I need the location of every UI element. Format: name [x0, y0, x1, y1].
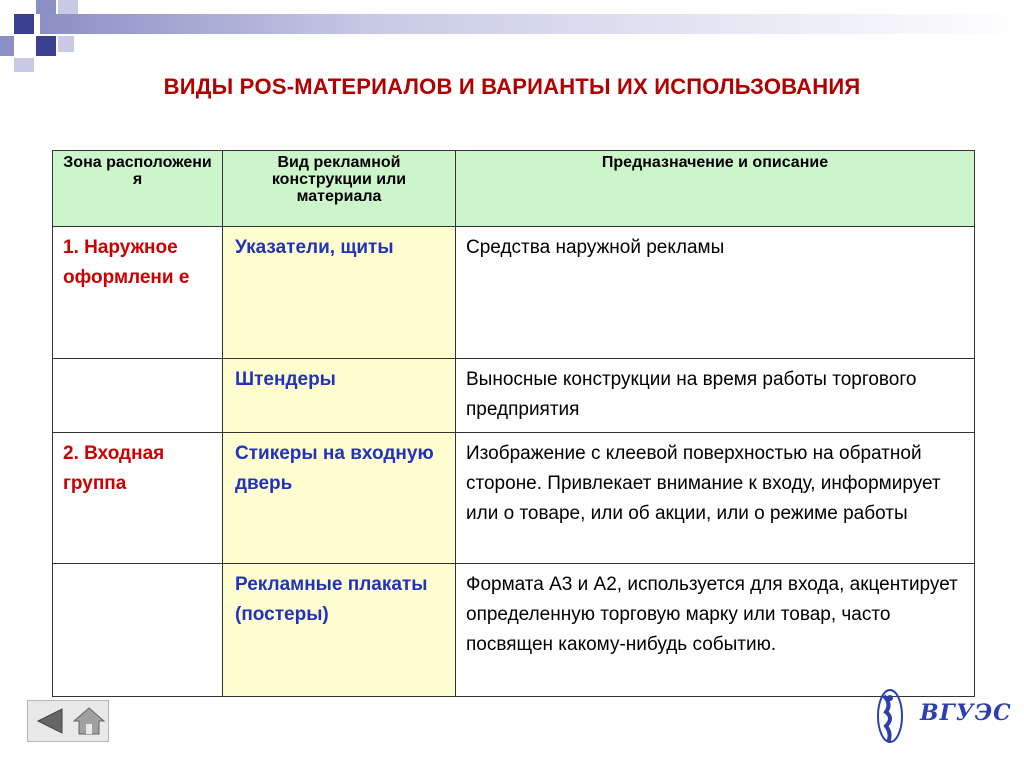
triangle-left-icon[interactable]	[32, 706, 66, 736]
corner-square	[14, 14, 34, 34]
table-header-row	[53, 151, 975, 227]
kind-cell: Рекламные плакаты (постеры)	[223, 564, 456, 697]
zone-cell	[53, 359, 223, 433]
kind-cell: Стикеры на входную дверь	[223, 433, 456, 564]
slide-title: ВИДЫ POS-МАТЕРИАЛОВ И ВАРИАНТЫ ИХ ИСПОЛЬЗОВАНИЯ	[163, 74, 861, 99]
table-row	[53, 359, 975, 433]
zone-cell: 2. Входная группа	[53, 433, 223, 564]
kind-cell: Указатели, щиты	[223, 227, 456, 359]
description-cell: Изображение с клеевой поверхностью на обратной стороне. Привлекает внимание к входу, информирует или о товаре, или об акции, или о режиме работы	[456, 433, 975, 564]
pos-materials-table	[52, 150, 975, 697]
house-icon[interactable]	[72, 706, 106, 736]
table-row	[53, 433, 975, 564]
header-kind: Вид рекламной конструкции или материала	[223, 151, 456, 227]
corner-square	[14, 58, 34, 72]
zone-cell	[53, 564, 223, 697]
logo-text: ВГУЭС	[920, 700, 1012, 726]
table-row	[53, 564, 975, 697]
header-zone: Зона расположени я	[53, 151, 223, 227]
corner-square	[0, 36, 14, 56]
header-description: Предназначение и описание	[456, 151, 975, 227]
table-row	[53, 227, 975, 359]
description-cell: Формата А3 и А2, используется для входа, акцентирует определенную торговую марку или товар, часто посвящен какому-нибудь событию.	[456, 564, 975, 697]
corner-square	[36, 0, 56, 14]
zone-cell: 1. Наружное оформлени е	[53, 227, 223, 359]
corner-square	[58, 0, 78, 14]
description-cell: Выносные конструкции на время работы торгового предприятия	[456, 359, 975, 433]
corner-square	[58, 36, 74, 52]
kind-cell: Штендеры	[223, 359, 456, 433]
header-stripe	[40, 14, 1024, 34]
corner-square	[36, 36, 56, 56]
navigation-bar	[27, 700, 109, 742]
description-cell: Средства наружной рекламы	[456, 227, 975, 359]
